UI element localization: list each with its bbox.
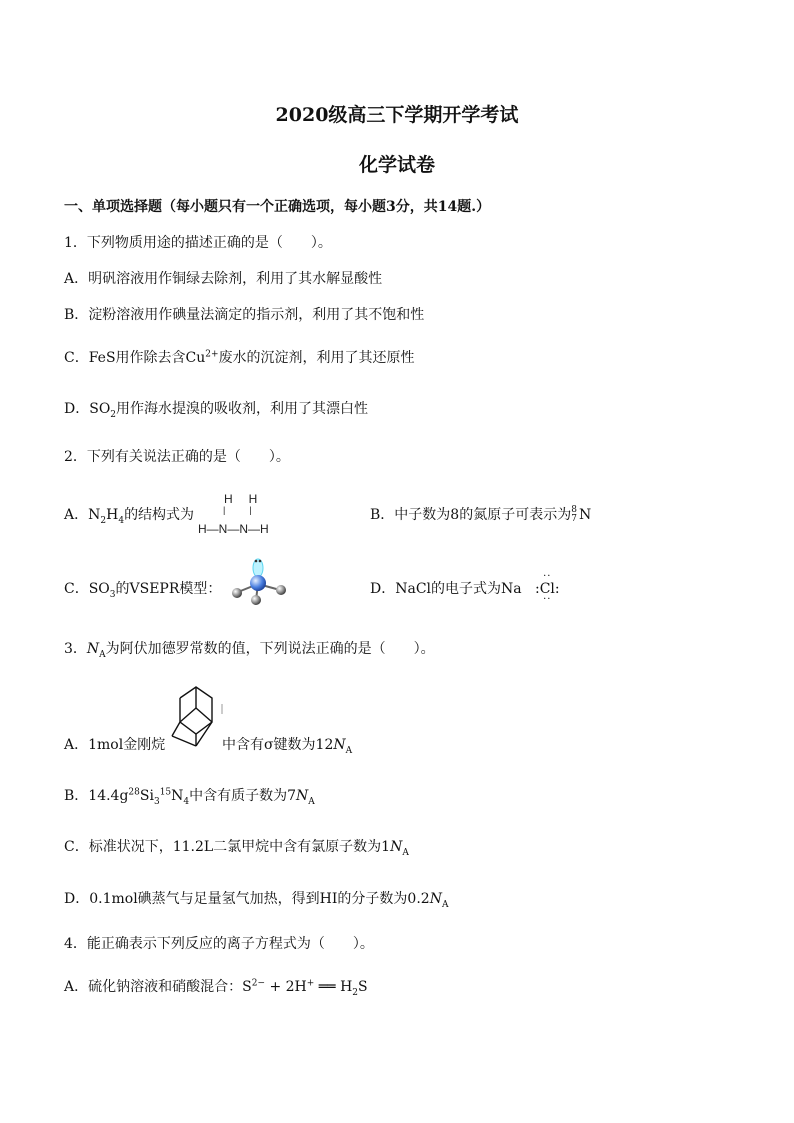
question-2-stem: 2．下列有关说法正确的是（ ）。 xyxy=(64,449,290,465)
hydrazine-bonds-vertical: || xyxy=(223,505,276,515)
question-1-option-b: B．淀粉溶液用作碘量法滴定的指示剂，利用了其不饱和性 xyxy=(64,307,425,323)
question-1-option-c: C．FeS用作除去含$Cu^{2+}$废水的沉淀剂，利用了其还原性 xyxy=(64,349,415,366)
chloride-electron-dots: ·· :Cl: ·· xyxy=(535,571,560,605)
question-2-option-a: A．$N_2H_4$的结构式为 xyxy=(64,507,195,526)
vsepr-model-icon xyxy=(228,556,294,606)
adamantane-structure-icon xyxy=(166,684,226,748)
question-3-option-c: C．标准状况下，11.2L二氯甲烷中含有氯原子数为$1N_A$ xyxy=(64,839,409,858)
nuclide-numbers: 8 7 xyxy=(571,505,577,524)
question-2-option-d: D．NaCl的电子式为Na xyxy=(370,581,522,597)
question-3-option-a: A．1mol金刚烷 xyxy=(64,737,166,753)
page-subtitle: 化学试卷 xyxy=(358,154,435,176)
section-heading: 一、单项选择题（每小题只有一个正确选项，每小题3分，共14题.） xyxy=(64,199,491,215)
question-3-option-b: B．$14.4g^{28}Si_3^{15}N_4$中含有质子数为$7N_A$ xyxy=(64,787,315,807)
hydrazine-structure-top: H H xyxy=(224,492,260,506)
question-3-option-a-tail: 中含有σ键数为$12N_A$ xyxy=(222,737,353,756)
hydrazine-structure-bottom: H—N—N—H xyxy=(198,522,269,536)
question-4-stem: 4．能正确表示下列反应的离子方程式为（ ）。 xyxy=(64,936,374,952)
question-2-option-c: C．$SO_3$的VSEPR模型： xyxy=(64,581,222,600)
question-1-option-d: D．$SO_2$用作海水提溴的吸收剂，利用了其漂白性 xyxy=(64,401,369,420)
question-4-option-a: A．硫化钠溶液和硝酸混合：$S^{2-} + 2H^+$ ══ $H_2S$ xyxy=(64,978,368,998)
question-1-option-a: A．明矾溶液用作铜绿去除剂，利用了其水解显酸性 xyxy=(64,271,383,287)
question-1-stem: 1．下列物质用途的描述正确的是（ ）。 xyxy=(64,235,332,251)
page-title: 2020级高三下学期开学考试 xyxy=(275,104,519,126)
question-3-option-d: D．0.1mol碘蒸气与足量氢气加热，得到HI的分子数为$0.2N_A$ xyxy=(64,891,449,910)
question-3-stem: 3．$N_A$为阿伏加德罗常数的值，下列说法正确的是（ ）。 xyxy=(64,641,435,660)
question-2-option-b: B．中子数为8的氮原子可表示为8 7 N xyxy=(370,505,592,524)
